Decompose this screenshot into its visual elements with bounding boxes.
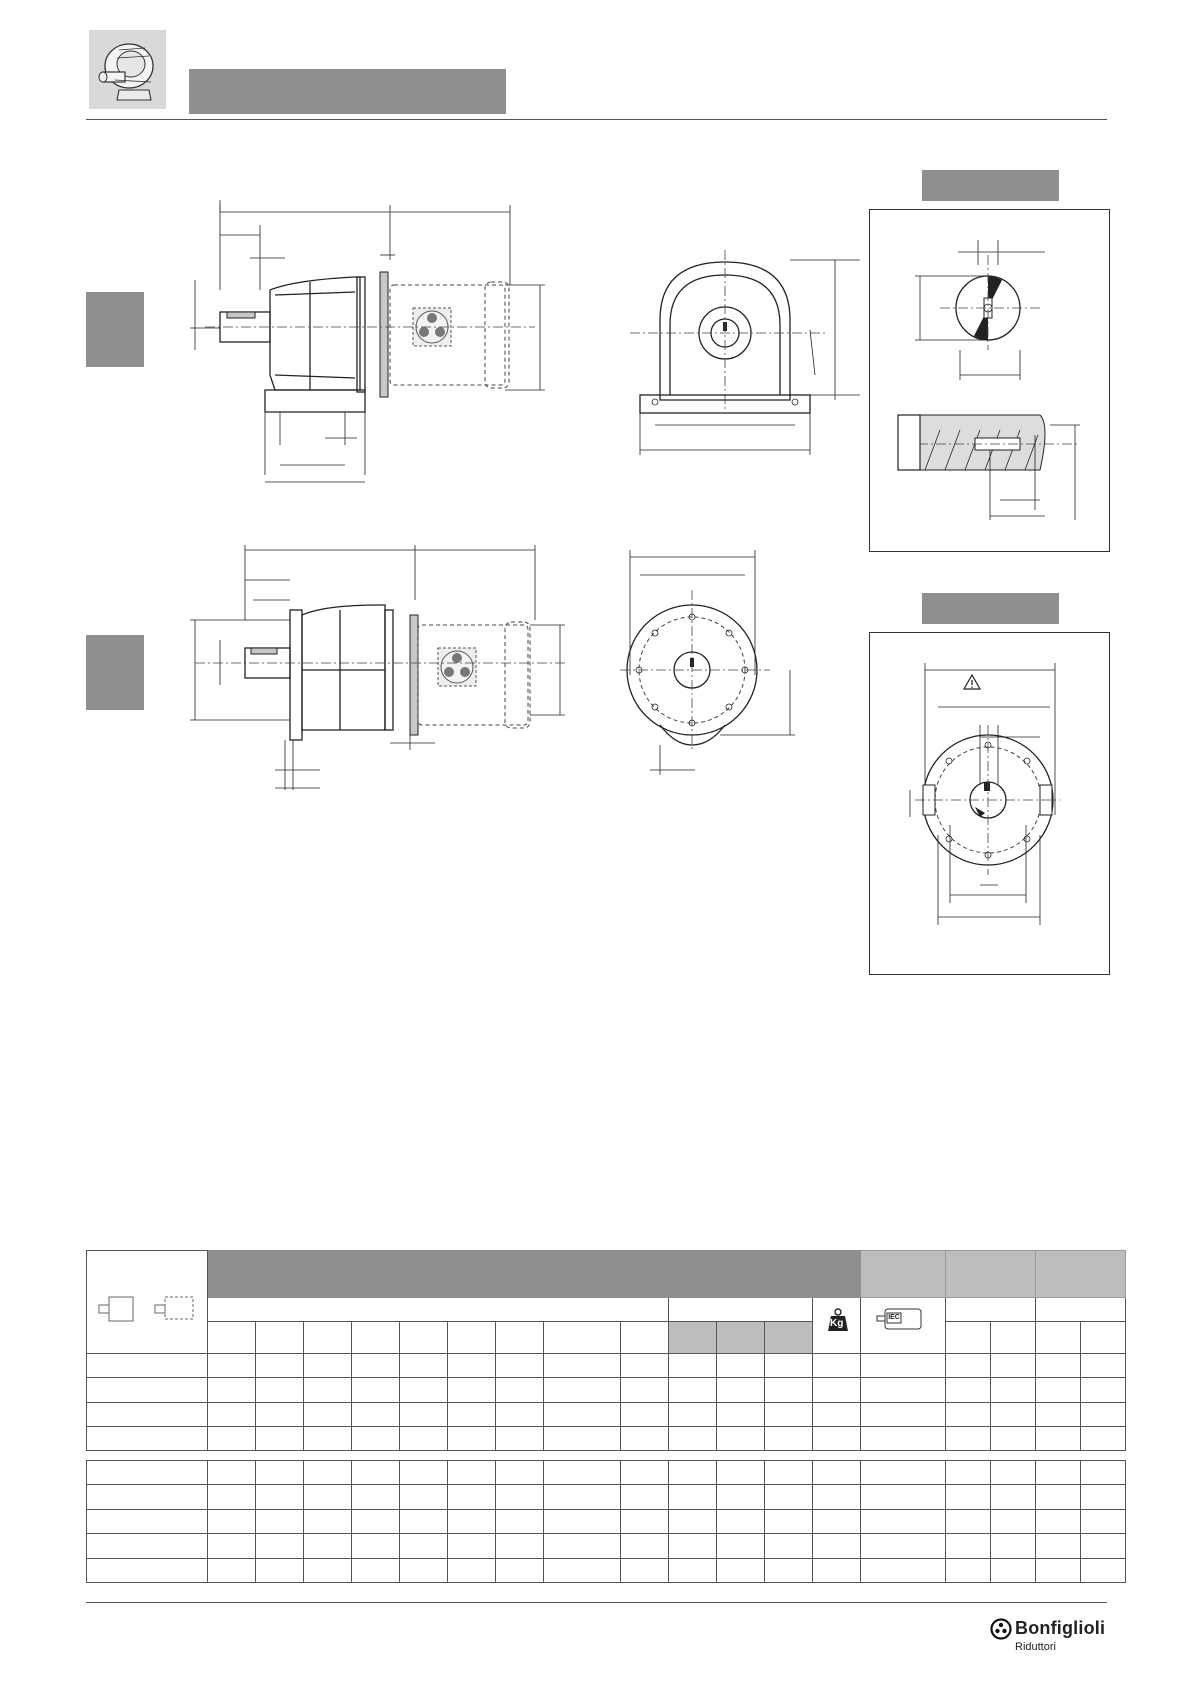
table-header-group-b: [1036, 1251, 1126, 1298]
weight-label: Kg: [830, 1317, 844, 1329]
table-row: [87, 1427, 1126, 1451]
header-title-bar: [189, 69, 506, 114]
table-row: [87, 1509, 1126, 1533]
table-header-group-a: [946, 1251, 1036, 1298]
table-corner-icons: [87, 1251, 208, 1354]
table-row: [87, 1558, 1126, 1582]
flange-mounted-side-drawing: [185, 540, 585, 800]
table-row: [87, 1534, 1126, 1558]
detail-label-bar-2: [922, 593, 1059, 624]
header-rule: [86, 119, 1107, 120]
motor-column-header: [861, 1297, 946, 1353]
section-tab-foot: [86, 292, 144, 367]
warning-triangle-icon: [964, 675, 980, 689]
foot-mounted-side-drawing: [185, 200, 545, 490]
brand-subtitle: Riduttori: [1015, 1641, 1056, 1653]
header-photo: [89, 30, 166, 109]
section-tab-flange: [86, 635, 144, 710]
brand-logo: [990, 1617, 1115, 1657]
foot-mounted-front-drawing: [625, 250, 865, 460]
table-row: [87, 1485, 1126, 1509]
footer-rule: [86, 1602, 1107, 1603]
table-row: [87, 1378, 1126, 1402]
fan-icon: [441, 651, 473, 683]
detail-label-bar-1: [922, 170, 1059, 201]
bonfiglioli-logo-icon: [990, 1618, 1012, 1640]
table-row: [87, 1402, 1126, 1426]
table-row: [87, 1460, 1126, 1484]
weight-column-header: [813, 1297, 861, 1353]
flange-detail-drawing: [880, 645, 1100, 965]
motor-label: IEC: [888, 1313, 900, 1321]
dimensions-table: [86, 1250, 1126, 1583]
table-header-motor: [861, 1251, 946, 1298]
gear-motor-photo-icon: [89, 30, 166, 109]
iec-motor-icon: [877, 1306, 927, 1332]
shaft-key-detail-drawing: [880, 220, 1100, 540]
table-header-main: [208, 1251, 861, 1298]
brand-name: Bonfiglioli: [1015, 1618, 1106, 1638]
flange-mounted-front-drawing: [620, 545, 840, 795]
weight-kg-icon: [827, 1308, 849, 1332]
table-row: [87, 1353, 1126, 1377]
